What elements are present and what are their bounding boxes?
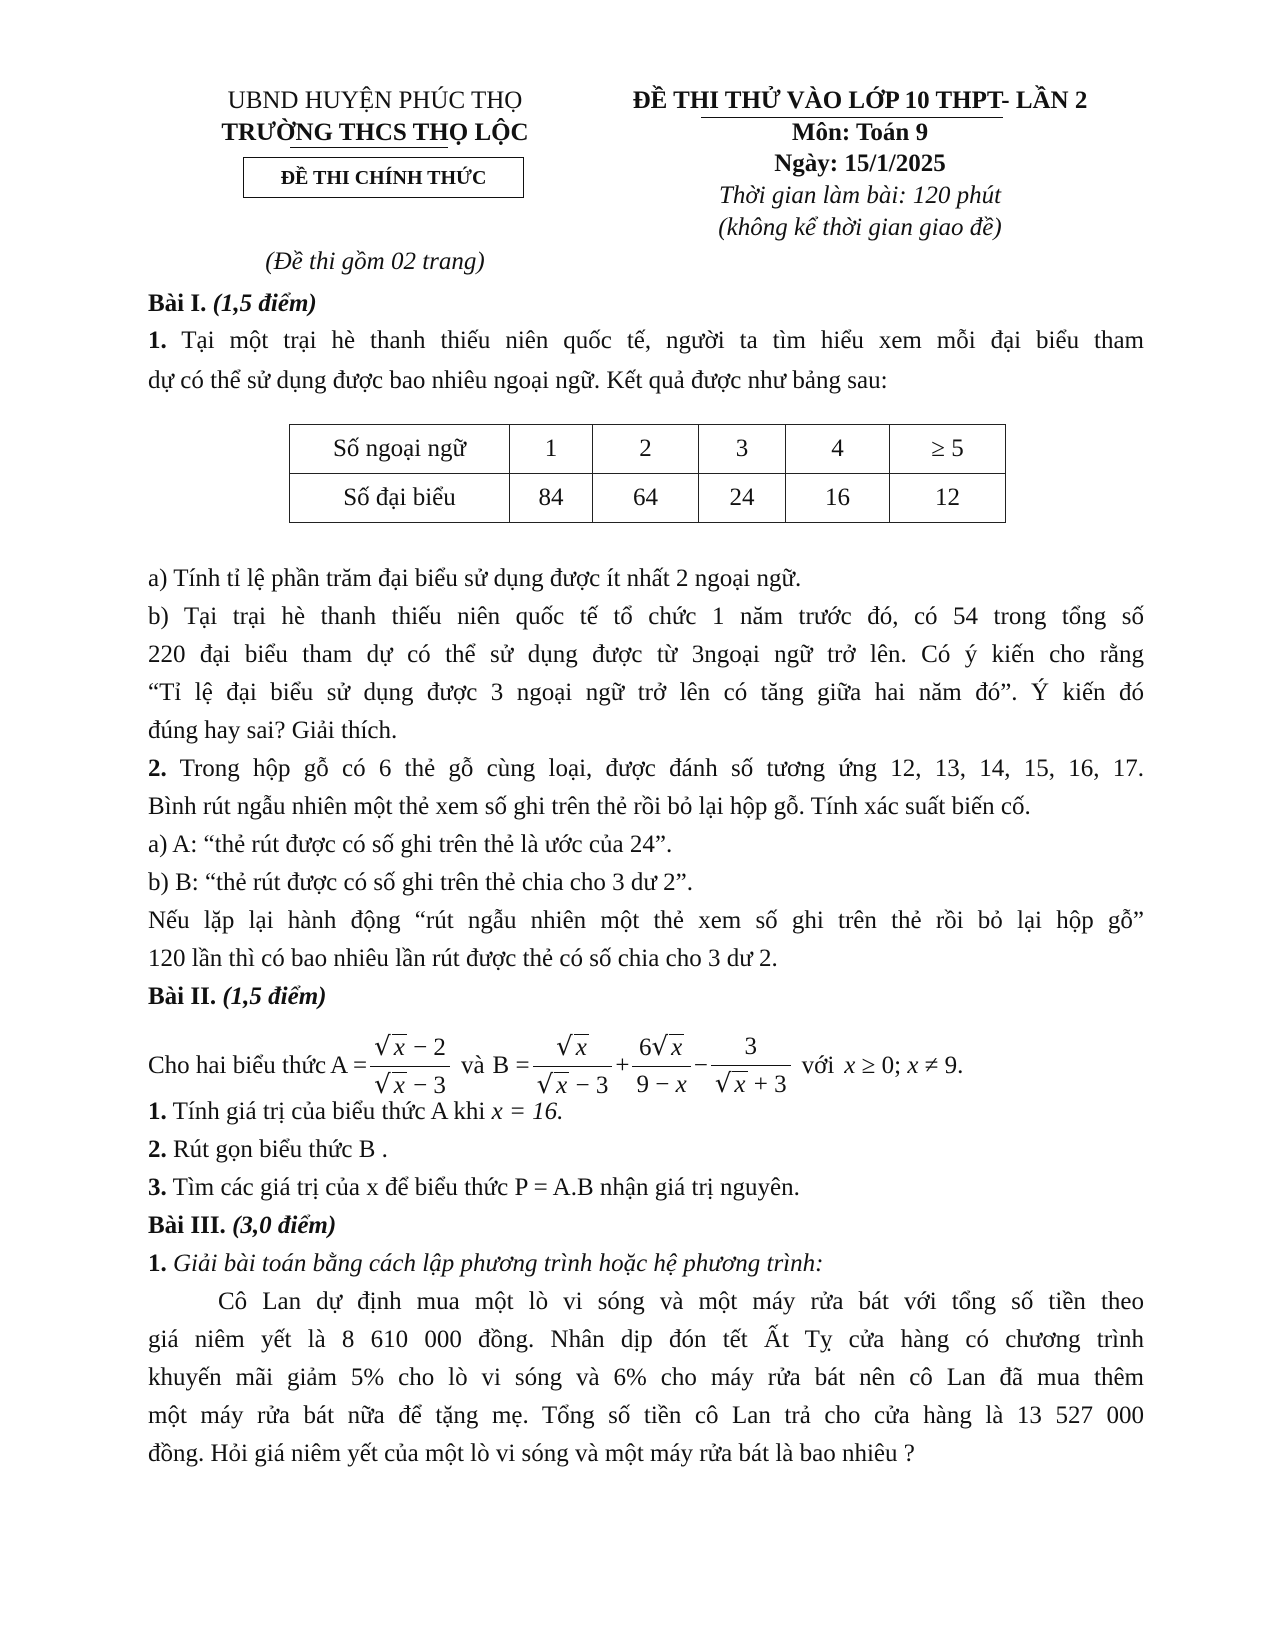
bai1-q1-line2: dự có thể sử dụng được bao nhiêu ngoại ngữ. Kết quả được như bảng sau: [148, 367, 888, 394]
table-cell: 3 [699, 425, 786, 474]
bai1-b-line3: “Tỉ lệ đại biểu sử dụng được 3 ngoại ngữ trở lên có tăng giữa hai năm đó”. Ý kiến đó [148, 679, 1144, 706]
bai1-q2-line1: 2. Trong hộp gỗ có 6 thẻ gỗ cùng loại, được đánh số tương ứng 12, 13, 14, 15, 16, 17. [148, 755, 1144, 782]
bai3-p-line3: khuyến mãi giảm 5% cho lò vi sóng và 6% cho máy rửa bát nên cô Lan đã mua thêm [148, 1364, 1144, 1391]
table-cell: 4 [786, 425, 890, 474]
bai1-b-line1: b) Tại trại hè thanh thiếu niên quốc tế tổ chức 1 năm trước đó, có 54 trong tổng số [148, 603, 1144, 630]
header-underline-right [701, 117, 1003, 118]
bai2-q2: 2. Rút gọn biểu thức B . [148, 1136, 388, 1163]
table-cell: 16 [786, 474, 890, 523]
table-cell: 1 [510, 425, 593, 474]
exam-subject: Môn: Toán 9 [791, 119, 929, 146]
bai3-q1-title: 1. Giải bài toán bằng cách lập phương trình hoặc hệ phương trình: [148, 1250, 824, 1277]
exam-duration-note: (không kể thời gian giao đề) [718, 214, 1002, 241]
bai3-heading: Bài III. (3,0 điểm) [148, 1212, 337, 1239]
table-cell: 84 [510, 474, 593, 523]
bai1-q2-b: b) B: “thẻ rút được có số ghi trên thẻ chia cho 3 dư 2”. [148, 869, 694, 896]
bai3-p-line1: Cô Lan dự định mua một lò vi sóng và một máy rửa bát với tổng số tiền theo [218, 1288, 1144, 1315]
table-cell: 64 [593, 474, 699, 523]
bai2-expressions: Cho hai biểu thức A = $\frac{√ x - 2}{√ x - 3}$ và B = $\frac{√ x}{√ x - 3}$ + $\frac{6√ x}{9 - x}$ − $\frac{3}{√ x + 3}$ với x ≥ 0; x ≠ 9. [148, 1023, 963, 1109]
table-cell: 2 [593, 425, 699, 474]
fraction-b3: $\frac{3}{√ x + 3}$ [711, 1029, 791, 1103]
bai1-q2-line6: 120 lần thì có bao nhiêu lần rút được thẻ có số chia cho 3 dư 2. [148, 945, 778, 972]
exam-date: Ngày: 15/1/2025 [774, 150, 946, 177]
bai1-q2-line5: Nếu lặp lại hành động “rút ngẫu nhiên một thẻ xem số ghi trên thẻ rồi bỏ lại hộp gỗ” [148, 907, 1144, 934]
condition: x ≥ 0; x ≠ 9. [844, 1052, 964, 1079]
header-district: UBND HUYỆN PHÚC THỌ [227, 87, 523, 114]
table-cell: 12 [890, 474, 1006, 523]
pages-note: (Đề thi gồm 02 trang) [265, 248, 485, 275]
fraction-a: $\frac{√ x - 2}{√ x - 3}$ [370, 1029, 450, 1104]
bai3-p-line2: giá niêm yết là 8 610 000 đồng. Nhân dịp đón tết Ất Tỵ cửa hàng có chương trình [148, 1326, 1144, 1353]
table-cell: Số đại biểu [290, 474, 510, 523]
exam-duration: Thời gian làm bài: 120 phút [718, 182, 1002, 209]
table-row [290, 474, 1006, 523]
fraction-b1: $\frac{√ x}{√ x - 3}$ [533, 1029, 613, 1104]
header-underline-left [290, 147, 448, 148]
table-cell: ≥ 5 [890, 425, 1006, 474]
bai1-q2-line2: Bình rút ngẫu nhiên một thẻ xem số ghi trên thẻ rồi bỏ lại hộp gỗ. Tính xác suất biến cố. [148, 793, 1031, 820]
bai2-q1: 1. Tính giá trị của biểu thức A khi x = 16. [148, 1098, 564, 1125]
bai3-p-line5: đồng. Hỏi giá niêm yết của một lò vi sóng và một máy rửa bát là bao nhiêu ? [148, 1440, 915, 1467]
bai1-b-line2: 220 đại biểu tham dự có thể sử dụng được từ 3ngoại ngữ trở lên. Có ý kiến cho rằng [148, 641, 1144, 668]
exam-title: ĐỀ THI THỬ VÀO LỚP 10 THPT- LẦN 2 [632, 87, 1088, 114]
languages-table [289, 424, 1006, 523]
fraction-b2: $\frac{6√ x}{9 - x}$ [632, 1029, 690, 1103]
header-school: TRƯỜNG THCS THỌ LỘC [221, 119, 529, 146]
expr-a: A = [330, 1052, 368, 1079]
bai1-q2-a: a) A: “thẻ rút được có số ghi trên thẻ là ước của 24”. [148, 831, 673, 858]
table-cell: Số ngoại ngữ [290, 425, 510, 474]
bai2-heading: Bài II. (1,5 điểm) [148, 983, 327, 1010]
table-row [290, 425, 1006, 474]
bai3-p-line4: một máy rửa bát nữa để tặng mẹ. Tổng số tiền cô Lan trả cho cửa hàng là 13 527 000 [148, 1402, 1144, 1429]
official-exam-box: ĐỀ THI CHÍNH THỨC [243, 157, 524, 198]
bai2-q3: 3. Tìm các giá trị của x để biểu thức P = A.B nhận giá trị nguyên. [148, 1174, 800, 1201]
expr-b: B = [492, 1052, 530, 1079]
bai1-a: a) Tính tỉ lệ phần trăm đại biểu sử dụng được ít nhất 2 ngoại ngữ. [148, 565, 802, 592]
bai1-heading: Bài I. (1,5 điểm) [148, 290, 317, 317]
bai1-q1-line1: 1. Tại một trại hè thanh thiếu niên quốc tế, người ta tìm hiểu xem mỗi đại biểu tham [148, 327, 1144, 354]
bai1-b-line4: đúng hay sai? Giải thích. [148, 717, 398, 744]
table-cell: 24 [699, 474, 786, 523]
